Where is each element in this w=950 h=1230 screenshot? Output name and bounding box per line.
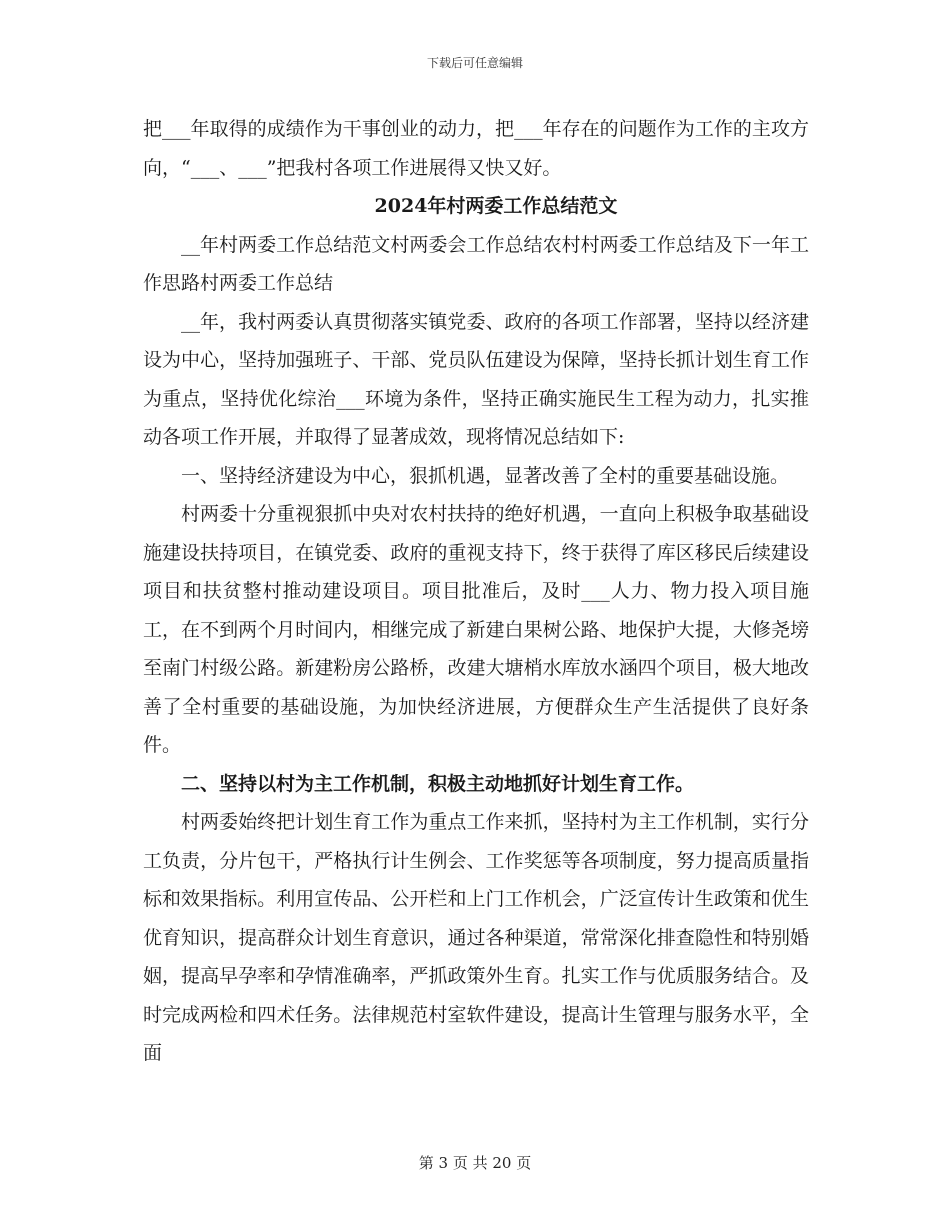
page-footer: 第 3 页 共 20 页: [418, 1154, 532, 1172]
paragraph-section-2: 村两委始终把计划生育工作为重点工作来抓，坚持村为主工作机制，实行分工负责，分片包干，严格执行计生例会、工作奖惩等各项制度，努力提高质量指标和效果指标。利用宣传品、公开栏和上门工作机会，广泛宣传计生政策和优生优育知识，提高群众计划生育意识，通过各种渠道，常常深化排查隐性和特别婚姻，提高早孕率和孕情准确率，严抓政策外生育。扎实工作与优质服务结合。及时完成两检和四术任务。法律规范村室软件建设，提高计生管理与服务水平，全面: [143, 811, 809, 1064]
paragraph-keywords: __年村两委工作总结范文村两委会工作总结农村村两委工作总结及下一年工作思路村两委工作总结: [143, 233, 809, 294]
paragraph-section-1: 村两委十分重视狠抓中央对农村扶持的绝好机遇，一直向上积极争取基础设施建设扶持项目，在镇党委、政府的重视支持下，终于获得了库区移民后续建设项目和扶贫整村推动建设项目。项目批准后，及时___人力、物力投入项目施工，在不到两个月时间内，相继完成了新建白果树公路、地保护大提，大修尧塝至南门村级公路。新建粉房公路桥，改建大塘梢水库放水涵四个项目，极大地改善了全村重要的基础设施，为加快经济进展，方便群众生产生活提供了良好条件。: [143, 503, 809, 756]
page-header: 下载后可任意编辑: [426, 56, 523, 70]
paragraph-intro: 把___年取得的成绩作为干事创业的动力，把___年存在的问题作为工作的主攻方向，“___、___”把我村各项工作进展得又快又好。: [143, 118, 809, 179]
document-body: [143, 110, 809, 1073]
document-title: 2024年村两委工作总结范文: [374, 195, 618, 217]
section-heading-1: 一、坚持经济建设为中心，狠抓机遇，显著改善了全村的重要基础设施。: [181, 464, 790, 487]
paragraph-overview: __年，我村两委认真贯彻落实镇党委、政府的各项工作部署，坚持以经济建设为中心，坚持加强班子、干部、党员队伍建设为保障，坚持长抓计划生育工作为重点，坚持优化综治___环境为条件，坚持正确实施民生工程为动力，扎实推动各项工作开展，并取得了显著成效，现将情况总结如下:: [143, 310, 809, 448]
section-heading-2: 二、坚持以村为主工作机制，积极主动地抓好计划生育工作。: [181, 772, 695, 795]
